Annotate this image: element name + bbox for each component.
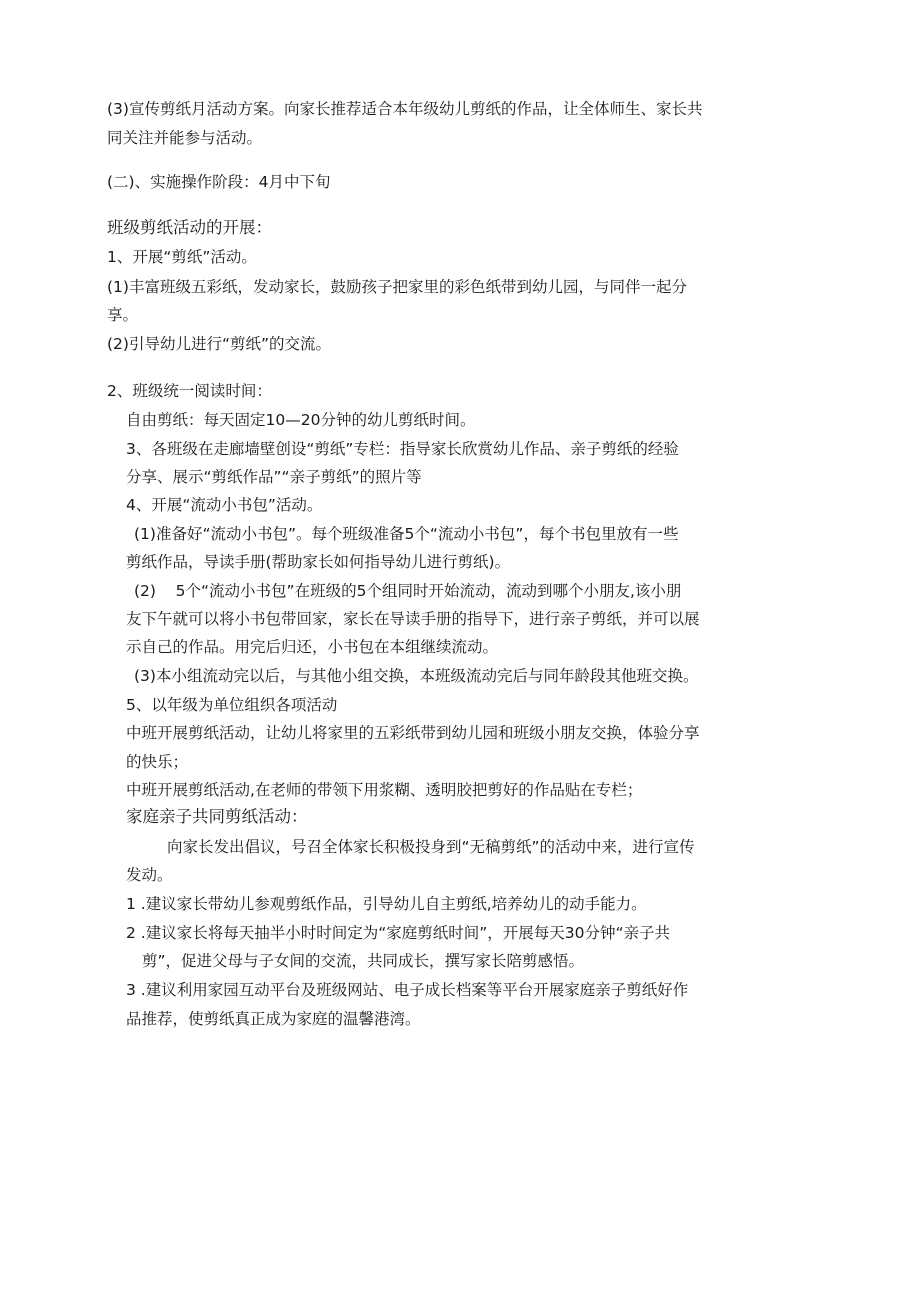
- item-heading: 4、开展“流动小书包”活动。: [126, 496, 323, 514]
- text-line: 剪”，促进父母与子女间的交流，共同成长，撰写家长陪剪感悟。: [142, 952, 585, 970]
- section-heading: (二)、实施操作阶段：4月中下旬: [107, 173, 331, 191]
- text-line: 品推荐，使剪纸真正成为家庭的温馨港湾。: [126, 1010, 421, 1028]
- list-item: 2 .建议家长将每天抽半小时时间定为“家庭剪纸时间”，开展每天30分钟“亲子共: [126, 924, 671, 942]
- section-heading: 家庭亲子共同剪纸活动：: [126, 807, 308, 826]
- text-line: 的快乐；: [126, 753, 189, 771]
- text-line: 分享、展示“剪纸作品”“亲子剪纸”的照片等: [126, 468, 422, 486]
- text-line: 发动。: [126, 866, 173, 884]
- section-heading: 班级剪纸活动的开展：: [107, 218, 272, 237]
- text-line: (3)本小组流动完以后，与其他小组交换，本班级流动完后与同年龄段其他班交换。: [134, 667, 699, 685]
- text-line: (2)引导幼儿进行“剪纸”的交流。: [107, 335, 332, 353]
- text-line: 剪纸作品，导读手册(帮助家长如何指导幼儿进行剪纸)。: [126, 553, 511, 571]
- text-line: 中班开展剪纸活动,在老师的带领下用浆糊、透明胶把剪好的作品贴在专栏；: [126, 781, 643, 799]
- text-line: 向家长发出倡议，号召全体家长积极投身到“无稿剪纸”的活动中来，进行宣传: [167, 838, 695, 856]
- item-heading: 1、开展“剪纸”活动。: [107, 248, 257, 266]
- list-item: 3 .建议利用家园互动平台及班级网站、电子成长档案等平台开展家庭亲子剪纸好作: [126, 981, 689, 999]
- text-line: 享。: [107, 306, 139, 324]
- text-line: 示自己的作品。用完后归还，小书包在本组继续流动。: [126, 638, 499, 656]
- item-heading: 5、以年级为单位组织各项活动: [126, 696, 338, 714]
- text-line: (3)宣传剪纸月活动方案。向家长推荐适合本年级幼儿剪纸的作品，让全体师生、家长共: [107, 100, 703, 118]
- text-line: 中班开展剪纸活动，让幼儿将家里的五彩纸带到幼儿园和班级小朋友交换，体验分享: [126, 724, 700, 742]
- item-heading: 2、班级统一阅读时间：: [107, 382, 272, 400]
- text-line: 自由剪纸：每天固定10—20分钟的幼儿剪纸时间。: [126, 411, 476, 429]
- list-item: 1 .建议家长带幼儿参观剪纸作品，引导幼儿自主剪纸,培养幼儿的动手能力。: [126, 895, 647, 913]
- text-line: (2) 5个“流动小书包”在班级的5个组同时开始流动，流动到哪个小朋友,该小朋: [134, 582, 682, 600]
- text-line: (1)丰富班级五彩纸，发动家长，鼓励孩子把家里的彩色纸带到幼儿园，与同伴一起分: [107, 278, 687, 296]
- text-line: (1)准备好“流动小书包”。每个班级准备5个“流动小书包”，每个书包里放有一些: [134, 525, 679, 543]
- text-line: 友下午就可以将小书包带回家，家长在导读手册的指导下，进行亲子剪纸，并可以展: [126, 610, 700, 628]
- text-line: 同关注并能参与活动。: [107, 129, 263, 147]
- item-heading: 3、各班级在走廊墙壁创设“剪纸”专栏：指导家长欣赏幼儿作品、亲子剪纸的经验: [126, 440, 679, 458]
